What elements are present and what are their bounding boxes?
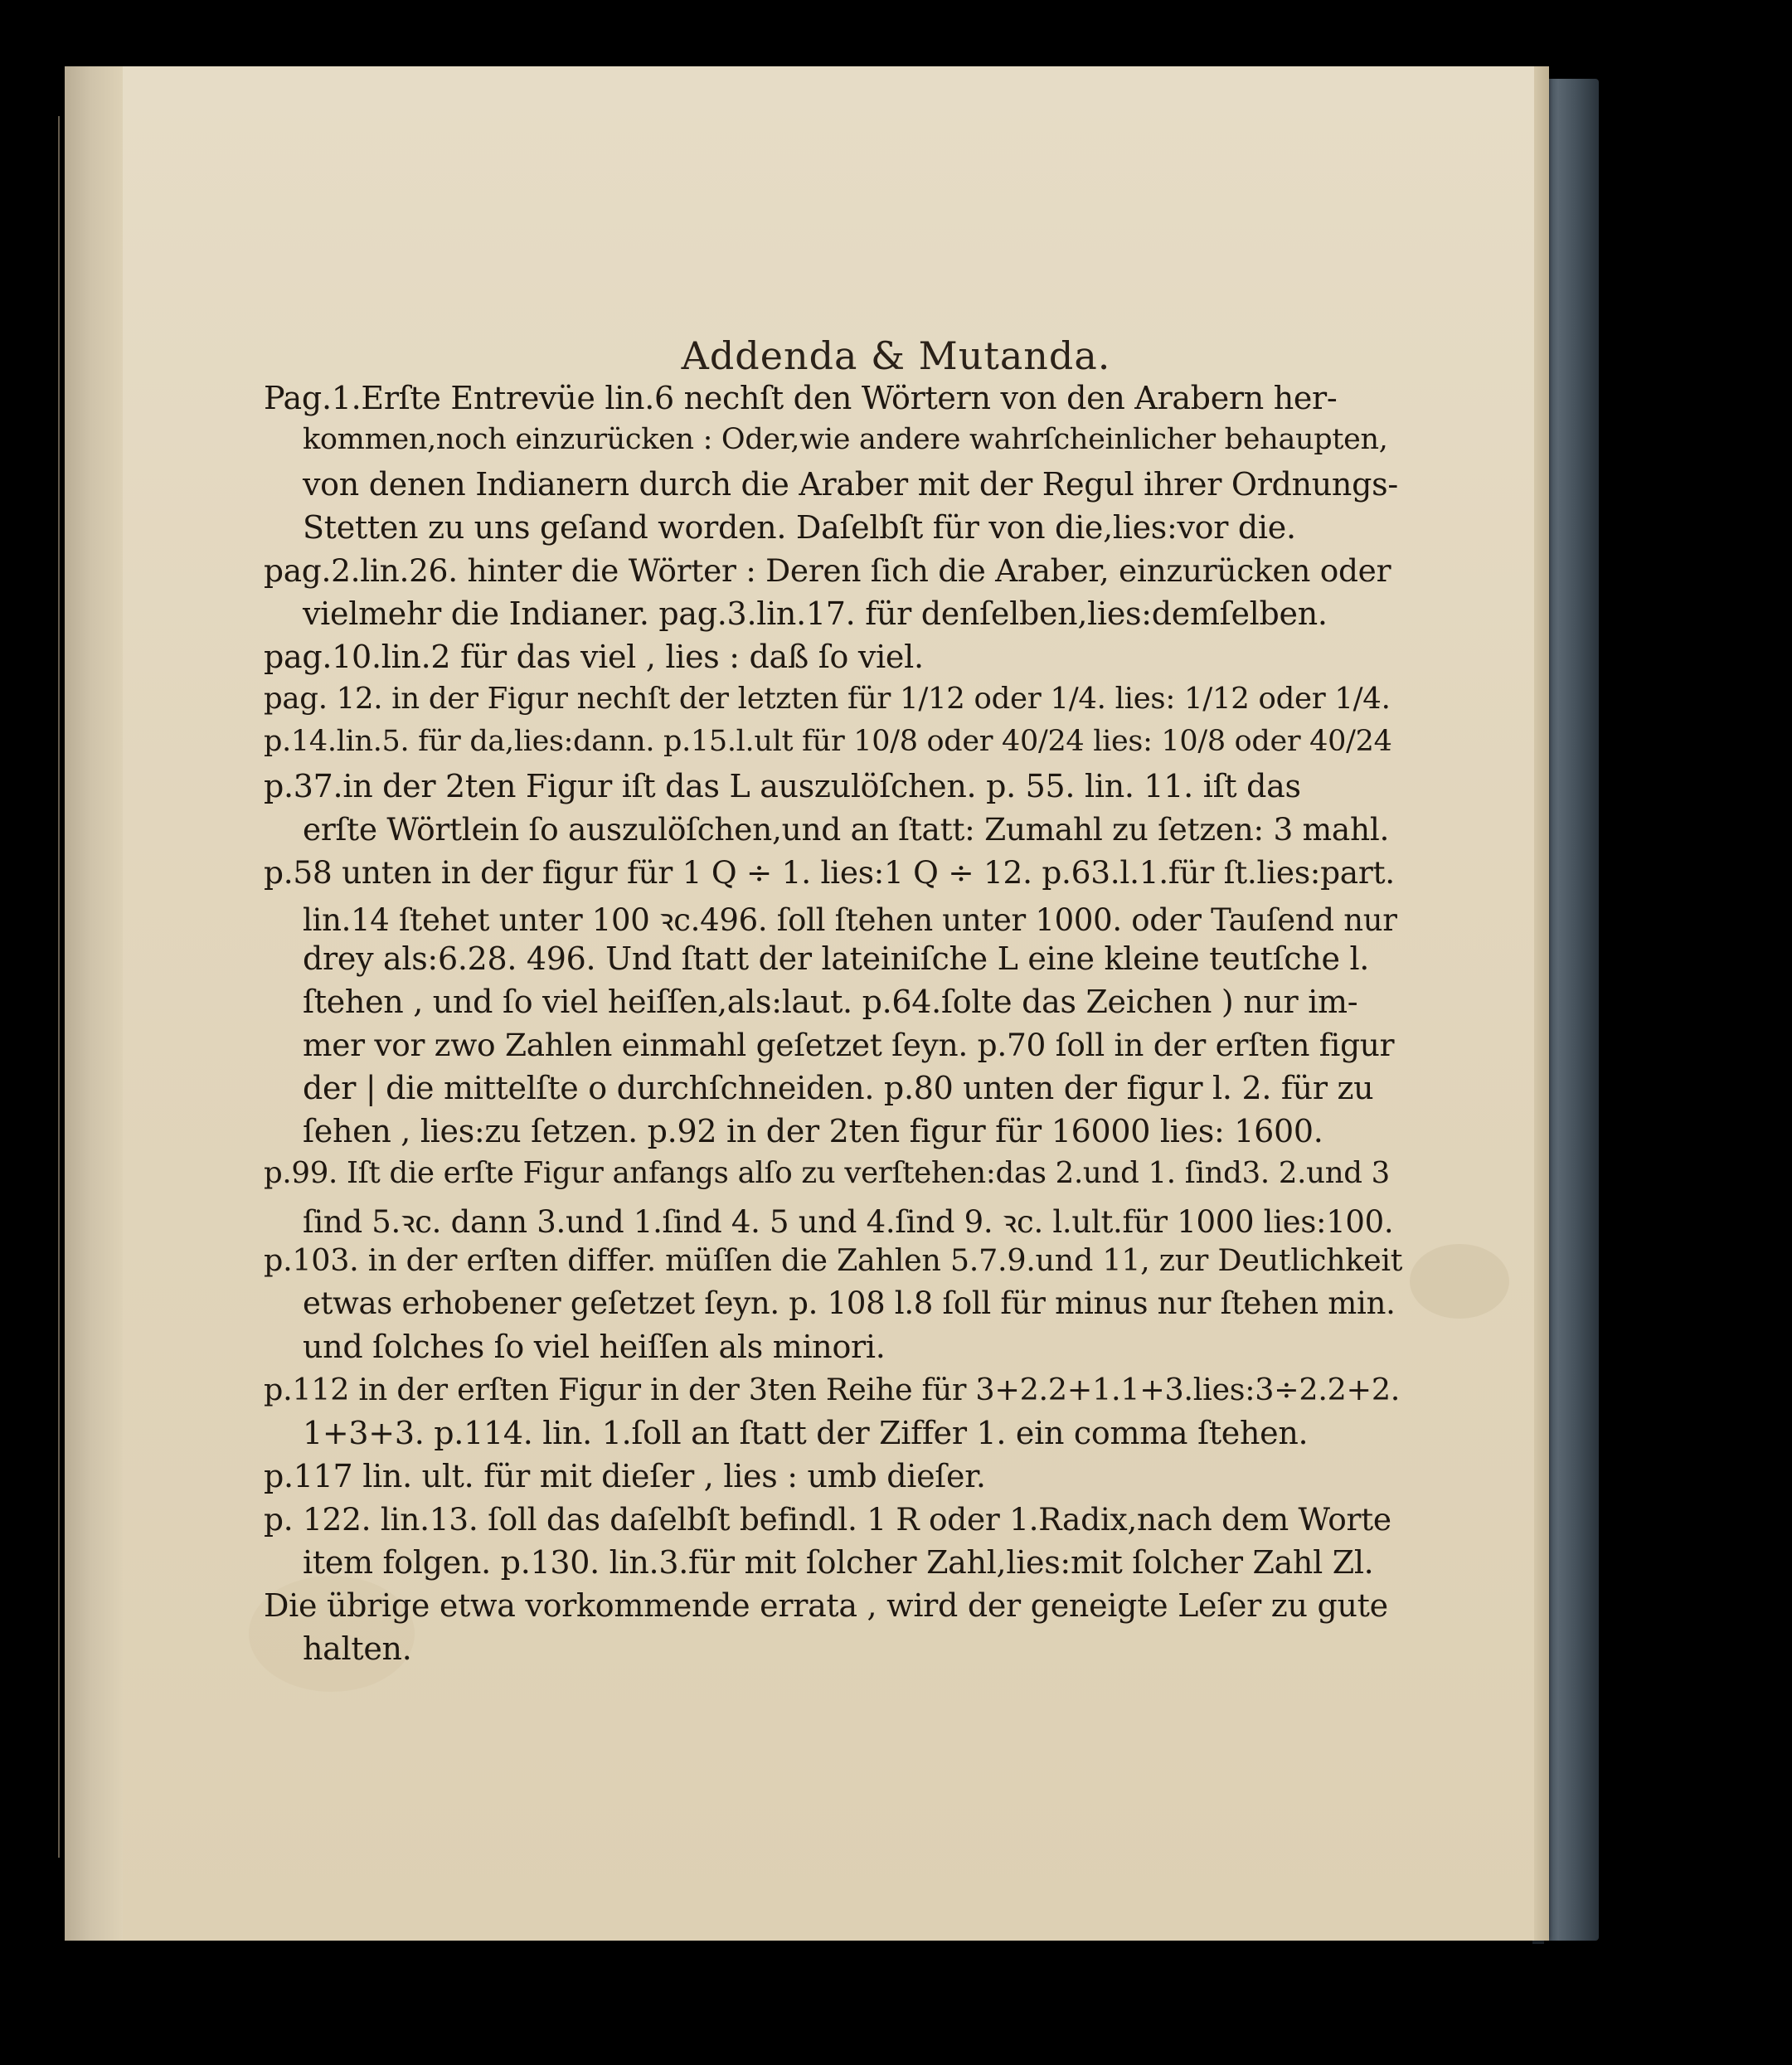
text-line: item folgen. p.130. lin.3.für mit ſolcher Zahl,lies:mit ſolcher Zahl Zl. [303,1544,1374,1581]
paper-stain [1410,1244,1509,1319]
text-line: vielmehr die Indianer. pag.3.lin.17. für denſelben,lies:demſelben. [303,595,1328,632]
text-line: Stetten zu uns geſand worden. Daſelbſt für von die,lies:vor die. [303,509,1296,546]
text-line: p.112 in der erſten Figur in der 3ten Reihe für 3+2.2+1.1+3.lies:3÷2.2+2. [264,1372,1401,1407]
text-line: lin.14 ſtehet unter 100 ꝛc.496. ſoll ſtehen unter 1000. oder Tauſend nur [303,902,1397,938]
text-line: p.117 lin. ult. für mit dieſer , lies : umb dieſer. [264,1458,986,1494]
text-line: mer vor zwo Zahlen einmahl geſetzet ſeyn. p.70 ſoll in der erſten figur [303,1027,1395,1063]
text-line: Pag.1.Erſte Entrevüe lin.6 nechſt den Wörtern von den Arabern her- [264,380,1338,416]
text-line: erſte Wörtlein ſo auszulöſchen,und an ſtatt: Zumahl zu ſetzen: 3 mahl. [303,811,1390,848]
text-line: etwas erhobener geſetzet ſeyn. p. 108 l.8 ſoll für minus nur ſtehen min. [303,1285,1396,1321]
text-line: p.58 unten in der figur für 1 Q ÷ 1. lies:1 Q ÷ 12. p.63.l.1.für ſt.lies:part. [264,854,1395,891]
text-line: ſind 5.ꝛc. dann 3.und 1.ſind 4. 5 und 4.ſind 9. ꝛc. l.ult.für 1000 lies:100. [303,1204,1394,1240]
text-line: pag. 12. in der Figur nechſt der letzten für 1/12 oder 1/4. lies: 1/12 oder 1/4. [264,682,1391,716]
text-line: p. 122. lin.13. ſoll das daſelbſt befindl. 1 R oder 1.Radix,nach dem Worte [264,1501,1391,1538]
text-line: und ſolches ſo viel heiſſen als minori. [303,1329,886,1365]
text-line: ſehen , lies:zu ſetzen. p.92 in der 2ten figur für 16000 lies: 1600. [303,1113,1323,1149]
text-line: ſtehen , und ſo viel heiſſen,als:laut. p.64.ſolte das Zeichen ) nur im- [303,984,1358,1020]
text-line: Die übrige etwa vorkommende errata , wird der geneigte Leſer zu gute [264,1587,1388,1624]
text-line: von denen Indianern durch die Araber mit der Regul ihrer Ordnungs- [303,466,1398,503]
text-line: halten. [303,1630,412,1667]
text-line: p.14.lin.5. für da,lies:dann. p.15.l.ult für 10/8 oder 40/24 lies: 10/8 oder 40/24 [264,725,1392,758]
text-line: der | die mittelſte o durchſchneiden. p.80 unten der figur l. 2. für zu [303,1070,1374,1106]
text-line: p.37.in der 2ten Figur iſt das L auszulöſchen. p. 55. lin. 11. iſt das [264,768,1301,804]
text-line: 1+3+3. p.114. lin. 1.ſoll an ſtatt der Ziffer 1. ein comma ſtehen. [303,1415,1309,1451]
text-line: kommen,noch einzurücken : Oder,wie andere wahrſcheinlicher behaupten, [303,423,1388,456]
text-line: p.99. Iſt die erſte Figur anfangs alſo zu verſtehen:das 2.und 1. ſind3. 2.und 3 [264,1156,1390,1190]
text-line: pag.10.lin.2 für das viel , lies : daß ſo viel. [264,639,924,675]
text-line: pag.2.lin.26. hinter die Wörter : Deren ſich die Araber, einzurücken oder [264,552,1391,589]
page-heading: Addenda & Mutanda. [681,333,1111,378]
text-line: p.103. in der erſten differ. müſſen die Zahlen 5.7.9.und 11, zur Deutlichkeit [264,1242,1403,1278]
text-line: drey als:6.28. 496. Und ſtatt der lateiniſche L eine kleine teutſche l. [303,940,1370,977]
